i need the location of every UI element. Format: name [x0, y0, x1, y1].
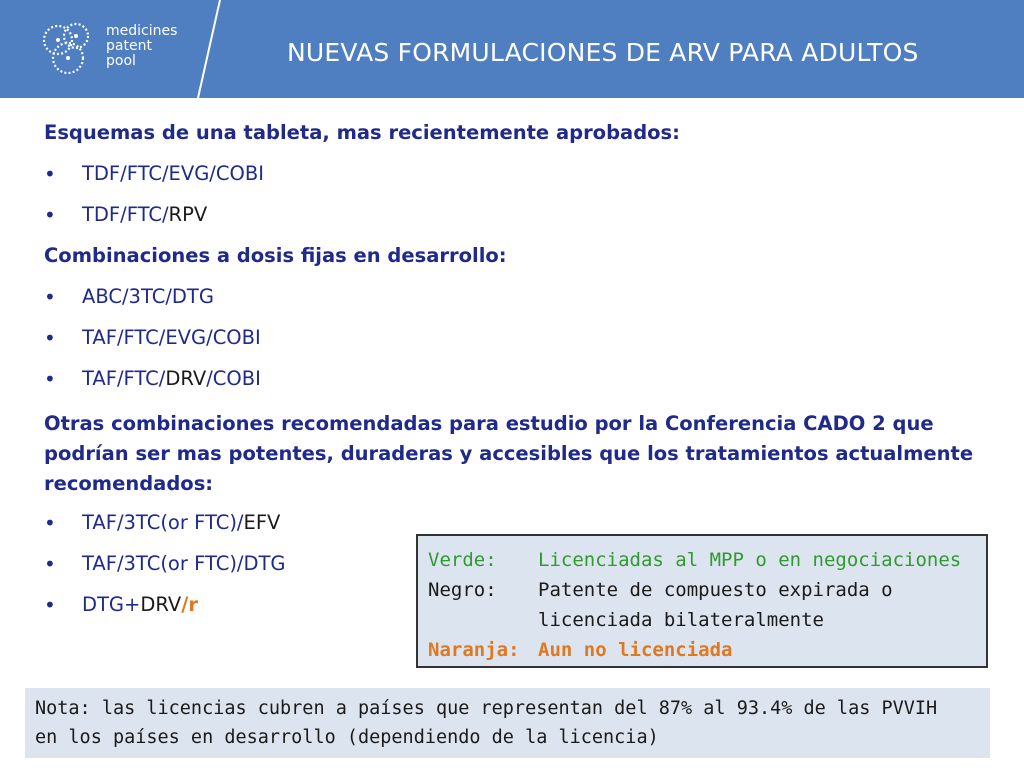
legend-row-black-continued [428, 605, 976, 635]
bullet-text: ABC/3TC/DTG [82, 285, 214, 308]
bullet-text-black: RPV [168, 203, 208, 226]
bullet-text: TAF/FTC/EVG/COBI [82, 326, 261, 349]
legend-value: Licenciadas al MPP o en negociaciones [538, 549, 962, 571]
bullet-text: TAF/3TC(or FTC)/ [82, 511, 244, 534]
bullet-item [44, 323, 974, 364]
legend-row-green [428, 545, 976, 575]
legend-value: Aun no licenciada [538, 639, 733, 661]
bullet-text-black: DRV [165, 367, 207, 390]
bullet-item [44, 282, 974, 323]
logo-word-1: medicines [106, 23, 178, 39]
bullet-text: TDF/FTC/ [82, 203, 169, 226]
bullet-text: TDF/FTC/EVG/COBI [82, 162, 264, 185]
bullet-dot-icon: • [44, 203, 56, 227]
section-heading: Otras combinaciones recomendadas para estudio por la Conferencia CADO 2 que podrían ser mas potentes, duraderas y accesibles que los tratamientos actualmente recomendados: [44, 412, 974, 495]
legend-key: Negro: [428, 579, 497, 601]
bullet-text: DTG+ [82, 593, 141, 616]
legend-value: Patente de compuesto expirada o [538, 579, 893, 601]
section-heading: Combinaciones a dosis fijas en desarrollo: [44, 244, 507, 267]
legend-value: licenciada bilateralmente [538, 609, 824, 631]
bullet-dot-icon: • [44, 552, 56, 576]
note-box [25, 688, 990, 758]
bullet-dot-icon: • [44, 593, 56, 617]
color-legend-box [416, 534, 988, 668]
slide-title: NUEVAS FORMULACIONES DE ARV PARA ADULTOS [287, 38, 919, 67]
legend-key: Naranja: [428, 639, 520, 661]
bullet-item [44, 364, 974, 405]
bullet-dot-icon: • [44, 162, 56, 186]
legend-row-black [428, 575, 976, 605]
bullet-text-orange: /r [181, 593, 198, 616]
legend-row-orange [428, 635, 976, 665]
bullet-item [44, 159, 974, 200]
bullet-dot-icon: • [44, 285, 56, 309]
header-divider-line [190, 0, 230, 98]
logo-word-2: patent [106, 38, 152, 54]
bullet-dot-icon: • [44, 367, 56, 391]
bullet-dot-icon: • [44, 511, 56, 535]
logo-word-3: pool [106, 53, 136, 69]
mpp-logo-icon [36, 14, 106, 84]
bullet-dot-icon: • [44, 326, 56, 350]
legend-key: Verde: [428, 549, 497, 571]
note-line: en los países en desarrollo (dependiendo de la licencia) [35, 727, 659, 748]
bullet-text: TAF/FTC/ [82, 367, 166, 390]
logo-wordmark [106, 24, 177, 69]
section-heading: Esquemas de una tableta, mas recientemente aprobados: [44, 121, 680, 144]
bullet-text: TAF/3TC(or FTC)/DTG [82, 552, 286, 575]
bullet-text: /COBI [206, 367, 261, 390]
bullet-text-black: EFV [243, 511, 281, 534]
note-line: Nota: las licencias cubren a países que representan del 87% al 93.4% de las PVVIH [35, 698, 938, 719]
slide-header [0, 0, 1024, 98]
bullet-text-black: DRV [140, 593, 182, 616]
bullet-item [44, 200, 974, 241]
